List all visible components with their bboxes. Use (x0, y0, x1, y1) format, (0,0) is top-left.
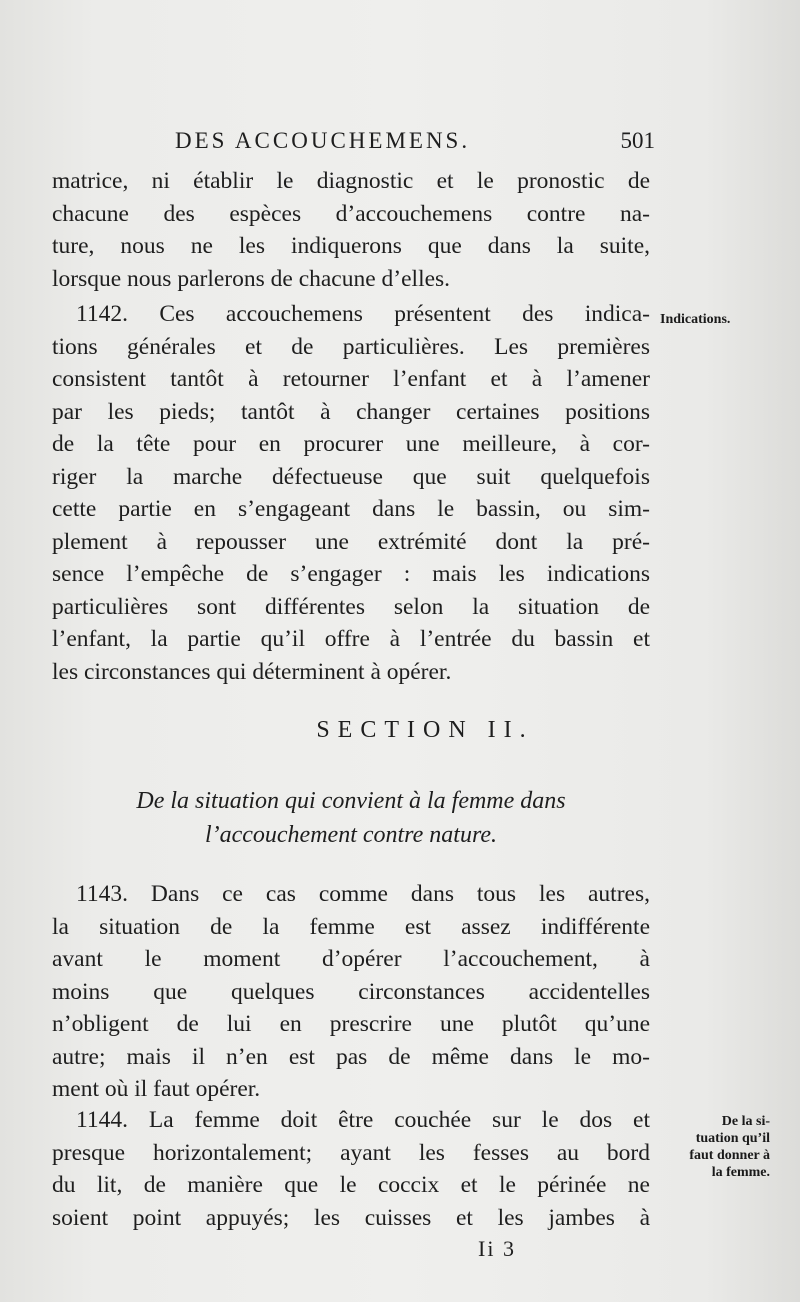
section-title (52, 784, 650, 852)
margin-note-line: faut donner à (689, 1148, 770, 1163)
margin-note-line: la femme. (711, 1165, 770, 1180)
text-line: les circonstances qui déterminent à opérer. (52, 658, 452, 685)
text-line: cette partie en s’engageant dans le bassin, ou sim- (52, 496, 650, 522)
text-line: 1144. La femme doit être couchée sur le dos et (76, 1107, 650, 1133)
text-line: ment où il faut opérer. (52, 1076, 261, 1102)
text-line: sence l’empêche de s’engager : mais les indications (52, 561, 650, 587)
text-line: plement à repousser une extrémité dont la pré- (52, 528, 650, 555)
text-line: du lit, de manière que le coccix et le périnée ne (52, 1172, 650, 1198)
text-line: soient point appuyés; les cuisses et les jambes à (52, 1204, 650, 1231)
page-header (175, 128, 655, 162)
text-line: avant le moment d’opérer l’accouchement, à (52, 946, 650, 972)
text-line: n’obligent de lui en prescrire une plutôt qu’une (52, 1011, 650, 1037)
text-line: moins que quelques circonstances accidentelles (52, 978, 650, 1005)
text-line: de la tête pour en procurer une meilleure, à cor- (52, 431, 650, 457)
paragraph-1142 (52, 298, 650, 688)
text-line: tions générales et de particulières. Les premières (52, 333, 650, 360)
text-line: chacune des espèces d’accouchemens contre na- (52, 200, 650, 227)
text-line: autre; mais il n’en est pas de même dans le mo- (52, 1043, 650, 1070)
text-line: l’enfant, la partie qu’il offre à l’entrée du bassin et (52, 626, 650, 652)
margin-note-indications: Indications. (660, 312, 731, 327)
text-line: lorsque nous parlerons de chacune d’elles. (52, 265, 451, 292)
text-line: par les pieds; tantôt à changer certaines positions (52, 398, 650, 425)
signature-mark: Ii 3 (478, 1236, 516, 1261)
text-line: ture, nous ne les indiquerons que dans la suite, (52, 233, 650, 259)
text-line: consistent tantôt à retourner l’enfant et à l’amener (52, 366, 650, 392)
margin-note-line: tuation qu’il (695, 1131, 770, 1146)
text-line: 1143. Dans ce cas comme dans tous les autres, (76, 881, 650, 907)
text-line: matrice, ni établir le diagnostic et le pronostic de (52, 168, 650, 194)
text-line: particulières sont différentes selon la situation de (52, 593, 650, 620)
section-title-line: l’accouchement contre nature. (204, 822, 498, 848)
section-title-line: De la situation qui convient à la femme dans (136, 788, 566, 814)
section-heading: SECTION II. (316, 717, 534, 743)
text-line: 1142. Ces accouchemens présentent des indica- (76, 301, 650, 327)
paragraph-1144 (52, 1104, 650, 1234)
paragraph-1141-continuation (52, 165, 650, 295)
paragraph-1143 (52, 878, 650, 1106)
text-line: riger la marche défectueuse que suit quelquefois (52, 463, 650, 490)
page-number: 501 (620, 128, 655, 153)
margin-note-line: De la si- (721, 1114, 770, 1129)
text-line: presque horizontalement; ayant les fesses au bord (52, 1139, 650, 1166)
text-line: la situation de la femme est assez indifférente (52, 913, 650, 940)
running-head: DES ACCOUCHEMENS. (175, 128, 471, 153)
margin-note-situation (650, 1113, 770, 1181)
